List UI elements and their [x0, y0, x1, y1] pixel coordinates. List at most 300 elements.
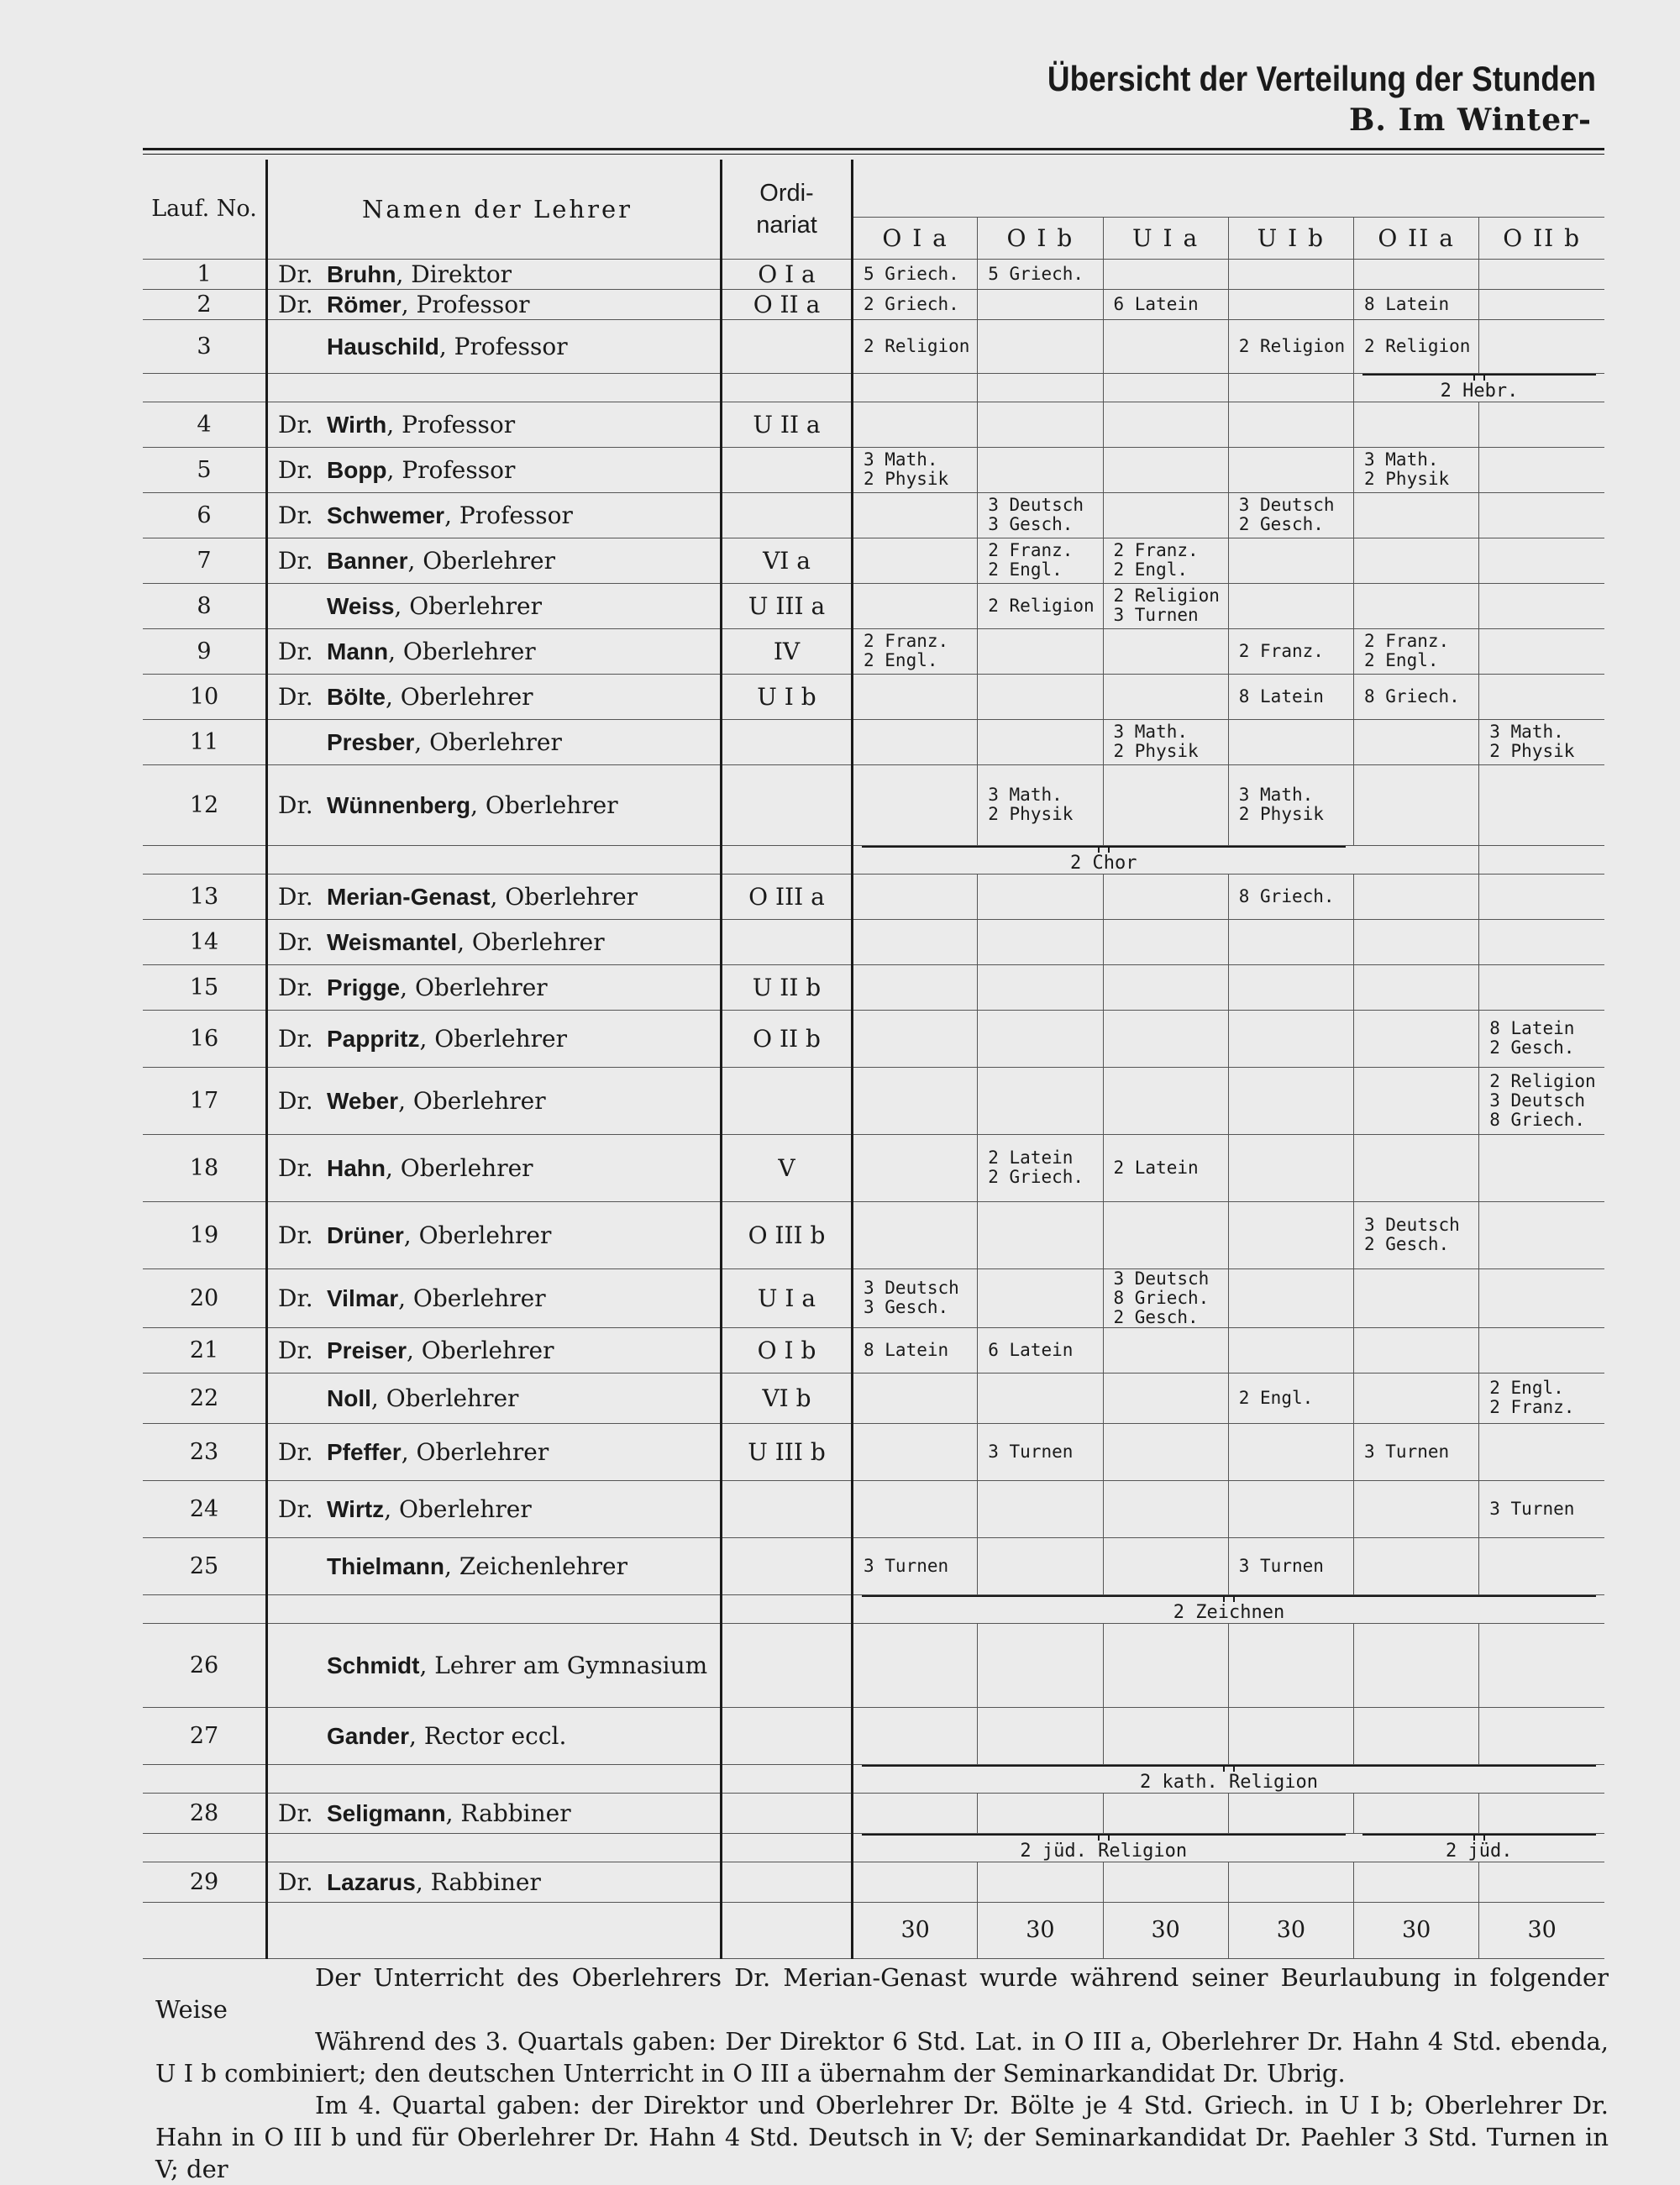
teacher-surname: Schwemer	[327, 502, 445, 528]
table-row	[143, 1862, 1604, 1902]
lesson-cell	[853, 1537, 978, 1594]
table-row	[143, 674, 1604, 719]
lesson-cell	[1354, 1793, 1479, 1833]
ordinariat: O I b	[722, 1327, 853, 1373]
teacher-name	[267, 1268, 722, 1327]
lesson-cell	[1103, 1623, 1228, 1707]
teacher-name	[267, 764, 722, 845]
blank-cell	[722, 845, 853, 874]
lesson-cell	[1228, 1793, 1353, 1833]
teacher-surname: Gander	[327, 1722, 410, 1749]
teacher-surname: Mann	[327, 638, 389, 664]
lesson-text: 3 Math. 2 Physik	[1238, 785, 1324, 824]
lesson-cell	[1354, 1373, 1479, 1423]
row-number: 25	[143, 1537, 267, 1594]
blank-cell	[722, 373, 853, 402]
teacher-name	[267, 919, 722, 964]
total-cell: 30	[1479, 1902, 1604, 1958]
combined-lesson-text: 2 jüd.	[1446, 1840, 1513, 1862]
brace-mark	[862, 846, 1346, 853]
teacher-prefix: Dr.	[278, 1024, 313, 1053]
lesson-cell	[978, 764, 1103, 845]
ordinariat: U II a	[722, 402, 853, 447]
row-number: 5	[143, 447, 267, 492]
lesson-cell	[1103, 289, 1228, 319]
table-body	[143, 259, 1604, 1902]
teacher-title: , Professor	[386, 410, 516, 439]
lesson-cell	[1479, 289, 1604, 319]
table-row	[143, 1327, 1604, 1373]
lesson-cell	[1103, 1537, 1228, 1594]
table-row	[143, 964, 1604, 1010]
teacher-surname: Thielmann	[327, 1552, 445, 1579]
lesson-cell	[1479, 1373, 1604, 1423]
teacher-title: , Rabbiner	[415, 1867, 541, 1896]
lesson-cell	[1354, 1134, 1479, 1201]
teacher-title: , Oberlehrer	[406, 1336, 554, 1364]
lesson-cell	[978, 674, 1103, 719]
lesson-text: 3 Turnen	[864, 1555, 949, 1576]
page-subtitle: B. Im Winter-	[1348, 102, 1592, 138]
lesson-text: 3 Deutsch 8 Griech. 2 Gesch.	[1113, 1268, 1210, 1327]
teacher-title: , Oberlehrer	[470, 790, 618, 819]
teacher-title: , Oberlehrer	[419, 1024, 568, 1053]
col-header-class: O I b	[978, 217, 1103, 259]
ordinariat	[722, 764, 853, 845]
lesson-cell	[1228, 1423, 1353, 1480]
lesson-cell	[978, 1480, 1103, 1537]
lesson-cell	[1228, 319, 1353, 373]
lesson-cell	[1228, 1480, 1353, 1537]
lesson-cell	[1228, 259, 1353, 289]
row-number: 24	[143, 1480, 267, 1537]
lesson-cell	[853, 1373, 978, 1423]
teacher-title: , Rector eccl.	[409, 1721, 567, 1750]
lesson-text: 3 Math. 2 Physik	[988, 785, 1074, 824]
teacher-surname: Hauschild	[327, 333, 439, 360]
col-header-class: U I b	[1228, 217, 1353, 259]
lesson-cell	[1479, 447, 1604, 492]
brace-mark	[862, 1834, 1346, 1841]
table-row	[143, 764, 1604, 845]
teacher-name	[267, 1134, 722, 1201]
lesson-cell	[1354, 719, 1479, 764]
lesson-cell	[1354, 1067, 1479, 1134]
blank-cell	[267, 845, 722, 874]
lesson-text: 3 Math. 2 Physik	[864, 449, 949, 489]
teacher-name	[267, 719, 722, 764]
lesson-cell	[978, 1201, 1103, 1268]
lesson-cell	[853, 1268, 978, 1327]
teacher-surname: Weber	[327, 1087, 399, 1114]
combined-lesson-cell	[1354, 1833, 1605, 1862]
lesson-cell	[1479, 1537, 1604, 1594]
lesson-cell	[978, 874, 1103, 919]
lesson-cell	[1479, 319, 1604, 373]
lesson-text: 3 Deutsch 2 Gesch.	[1364, 1215, 1460, 1254]
lesson-cell	[1103, 964, 1228, 1010]
teacher-title: , Oberlehrer	[401, 1437, 549, 1466]
lesson-text: 2 Franz. 2 Engl.	[864, 631, 949, 670]
lesson-cell	[1228, 919, 1353, 964]
ordinariat	[722, 492, 853, 538]
lesson-cell	[853, 538, 978, 583]
combined-lesson-row	[143, 373, 1604, 402]
lesson-cell	[1479, 492, 1604, 538]
lesson-cell	[1479, 538, 1604, 583]
lesson-cell	[1479, 583, 1604, 628]
row-number: 21	[143, 1327, 267, 1373]
lesson-cell	[1228, 1067, 1353, 1134]
lesson-cell	[978, 919, 1103, 964]
table-row	[143, 402, 1604, 447]
lesson-cell	[1354, 1010, 1479, 1067]
teacher-surname: Banner	[327, 547, 408, 574]
ordinariat	[722, 719, 853, 764]
col-header-class: U I a	[1103, 217, 1228, 259]
lesson-cell	[1354, 583, 1479, 628]
lesson-cell	[1228, 1862, 1353, 1902]
teacher-name	[267, 1793, 722, 1833]
lesson-cell	[1354, 1480, 1479, 1537]
lesson-cell	[978, 289, 1103, 319]
table-row	[143, 447, 1604, 492]
lesson-cell	[1354, 674, 1479, 719]
lesson-cell	[1103, 719, 1228, 764]
lesson-cell	[1479, 919, 1604, 964]
combined-lesson-text: 2 kath. Religion	[1140, 1771, 1318, 1793]
teacher-name	[267, 447, 722, 492]
row-number: 28	[143, 1793, 267, 1833]
teacher-prefix: Dr.	[278, 1867, 313, 1896]
teacher-prefix: Dr.	[278, 1221, 313, 1249]
lesson-text: 2 Religion	[864, 335, 970, 356]
teacher-surname: Lazarus	[327, 1868, 416, 1895]
lesson-text: 2 Franz.	[1238, 640, 1324, 661]
lesson-cell	[1479, 1134, 1604, 1201]
row-number: 27	[143, 1707, 267, 1764]
teacher-prefix: Dr.	[278, 1336, 313, 1364]
brace-mark	[862, 1595, 1596, 1602]
teacher-title: , Rabbiner	[445, 1799, 571, 1827]
lesson-cell	[978, 447, 1103, 492]
table-row	[143, 259, 1604, 289]
teacher-title: , Oberlehrer	[407, 546, 556, 575]
teacher-name	[267, 674, 722, 719]
teacher-prefix: Dr.	[278, 1153, 313, 1182]
teacher-name	[267, 289, 722, 319]
blank-cell	[143, 845, 267, 874]
lesson-cell	[1354, 538, 1479, 583]
table-row	[143, 1010, 1604, 1067]
lesson-cell	[1354, 1423, 1479, 1480]
lesson-cell	[1479, 1201, 1604, 1268]
lesson-cell	[1479, 402, 1604, 447]
lesson-text: 3 Deutsch 2 Gesch.	[1238, 495, 1335, 534]
lesson-cell	[853, 1862, 978, 1902]
teacher-prefix: Dr.	[278, 1284, 313, 1312]
lesson-cell	[1354, 447, 1479, 492]
col-header-class: O I a	[853, 217, 978, 259]
footnote	[155, 1962, 1609, 2185]
lesson-cell	[978, 1373, 1103, 1423]
combined-lesson-text: 2 Chor	[1070, 852, 1137, 874]
teacher-name	[267, 1623, 722, 1707]
teacher-name	[267, 492, 722, 538]
lesson-cell	[1479, 1067, 1604, 1134]
lesson-cell	[1228, 402, 1353, 447]
lesson-cell	[1103, 1793, 1228, 1833]
schedule-table	[143, 160, 1604, 1959]
blank-cell	[267, 1764, 722, 1793]
lesson-cell	[1354, 919, 1479, 964]
lesson-cell	[1354, 964, 1479, 1010]
teacher-title: , Oberlehrer	[457, 927, 605, 956]
teacher-title: , Oberlehrer	[414, 727, 562, 756]
lesson-text: 2 Engl. 2 Franz.	[1489, 1378, 1575, 1417]
lesson-cell	[1479, 1423, 1604, 1480]
row-number: 3	[143, 319, 267, 373]
lesson-cell	[1479, 1010, 1604, 1067]
row-number: 11	[143, 719, 267, 764]
table-row	[143, 719, 1604, 764]
teacher-title: , Oberlehrer	[403, 1221, 552, 1249]
ordinariat	[722, 1067, 853, 1134]
teacher-prefix: Dr.	[278, 790, 313, 819]
lesson-cell	[853, 259, 978, 289]
lesson-text: 2 Latein	[1113, 1157, 1199, 1178]
row-number: 13	[143, 874, 267, 919]
lesson-cell	[1479, 259, 1604, 289]
lesson-cell	[978, 719, 1103, 764]
teacher-title: , Oberlehrer	[394, 591, 542, 620]
lesson-cell	[1479, 1793, 1604, 1833]
lesson-cell	[1354, 289, 1479, 319]
teacher-surname: Weismantel	[327, 928, 458, 955]
lesson-cell	[978, 1327, 1103, 1373]
teacher-surname: Schmidt	[327, 1652, 420, 1678]
lesson-cell	[978, 1623, 1103, 1707]
ordinariat	[722, 1480, 853, 1537]
ordinariat: IV	[722, 628, 853, 674]
blank-cell	[267, 1594, 722, 1623]
lesson-cell	[978, 1862, 1103, 1902]
lesson-cell	[1228, 1268, 1353, 1327]
lesson-cell	[1354, 628, 1479, 674]
lesson-cell	[1103, 1201, 1228, 1268]
lesson-cell	[1103, 628, 1228, 674]
lesson-cell	[1103, 583, 1228, 628]
teacher-name	[267, 1423, 722, 1480]
row-number: 20	[143, 1268, 267, 1327]
combined-lesson-row	[143, 1764, 1604, 1793]
table-row	[143, 1067, 1604, 1134]
teacher-title: , Zeichenlehrer	[444, 1552, 628, 1580]
table-row	[143, 1134, 1604, 1201]
row-number: 15	[143, 964, 267, 1010]
table-row	[143, 1793, 1604, 1833]
lesson-cell	[978, 1793, 1103, 1833]
teacher-surname: Bölte	[327, 683, 386, 710]
lesson-text: 2 Latein 2 Griech.	[988, 1148, 1084, 1187]
lesson-cell	[1354, 1327, 1479, 1373]
brace-mark	[1362, 374, 1596, 381]
teacher-prefix: Dr.	[278, 973, 313, 1001]
teacher-title: , Professor	[386, 455, 516, 484]
teacher-title: , Oberlehrer	[386, 1153, 533, 1182]
teacher-surname: Presber	[327, 728, 415, 755]
lesson-cell	[1103, 538, 1228, 583]
row-number: 7	[143, 538, 267, 583]
teacher-surname: Bruhn	[327, 260, 396, 287]
lesson-cell	[1228, 1010, 1353, 1067]
footnote-paragraph: Im 4. Quartal gaben: der Direktor und Oberlehrer Dr. Bölte je 4 Std. Griech. in U I b; Oberlehrer Dr. Hahn in O III b und für Oberlehrer Dr. Hahn 4 Std. Deutsch in V; der Seminarkandidat Dr. Paehler 3 Std. Turnen in V; der	[155, 2091, 1609, 2183]
teacher-prefix: Dr.	[278, 455, 313, 484]
row-number: 9	[143, 628, 267, 674]
ordinariat	[722, 1862, 853, 1902]
table-row	[143, 1707, 1604, 1764]
total-cell: 30	[1354, 1902, 1479, 1958]
combined-lesson-row	[143, 1594, 1604, 1623]
lesson-cell	[1228, 1201, 1353, 1268]
lesson-cell	[978, 628, 1103, 674]
table-row	[143, 289, 1604, 319]
lesson-cell	[853, 874, 978, 919]
teacher-surname: Wirtz	[327, 1495, 385, 1522]
row-number: 14	[143, 919, 267, 964]
teacher-prefix: Dr.	[278, 637, 313, 665]
teacher-name	[267, 1707, 722, 1764]
lesson-cell	[1354, 319, 1479, 373]
teacher-prefix: Dr.	[278, 1799, 313, 1827]
lesson-cell	[978, 259, 1103, 289]
ordinariat: U II b	[722, 964, 853, 1010]
lesson-text: 3 Deutsch 3 Gesch.	[864, 1278, 959, 1317]
lesson-cell	[853, 492, 978, 538]
lesson-cell	[1228, 874, 1353, 919]
row-number: 1	[143, 259, 267, 289]
ordinariat: O II a	[722, 289, 853, 319]
lesson-cell	[1354, 1268, 1479, 1327]
teacher-prefix: Dr.	[278, 1086, 313, 1115]
lesson-cell	[853, 719, 978, 764]
lesson-cell	[1103, 1327, 1228, 1373]
row-number: 16	[143, 1010, 267, 1067]
lesson-text: 3 Turnen	[988, 1441, 1074, 1462]
lesson-cell	[853, 402, 978, 447]
row-number: 2	[143, 289, 267, 319]
teacher-title: , Oberlehrer	[398, 1284, 546, 1312]
teacher-prefix: Dr.	[278, 501, 313, 529]
classes-header-blank	[853, 160, 1605, 217]
teacher-title: , Oberlehrer	[388, 637, 536, 665]
ordinariat	[722, 1623, 853, 1707]
top-rule	[143, 148, 1604, 150]
teacher-name	[267, 628, 722, 674]
lesson-text: 8 Latein	[1364, 293, 1450, 314]
lesson-text: 2 Griech.	[864, 293, 959, 314]
lesson-text: 2 Religion	[988, 595, 1095, 616]
teacher-prefix: Dr.	[278, 927, 313, 956]
lesson-cell	[1354, 1623, 1479, 1707]
teacher-surname: Weiss	[327, 592, 395, 619]
row-number: 22	[143, 1373, 267, 1423]
teacher-surname: Wünnenberg	[327, 791, 471, 818]
blank-cell	[1228, 373, 1353, 402]
lesson-cell	[978, 1010, 1103, 1067]
lesson-cell	[853, 1623, 978, 1707]
teacher-prefix: Dr.	[278, 1494, 313, 1523]
lesson-cell	[853, 447, 978, 492]
lesson-cell	[1479, 674, 1604, 719]
blank-cell	[722, 1833, 853, 1862]
teacher-surname: Seligmann	[327, 1799, 446, 1826]
row-number: 18	[143, 1134, 267, 1201]
blank-cell	[1479, 845, 1604, 874]
lesson-cell	[1103, 1067, 1228, 1134]
lesson-text: 3 Turnen	[1364, 1441, 1450, 1462]
teacher-name	[267, 874, 722, 919]
teacher-name	[267, 402, 722, 447]
lesson-cell	[1103, 259, 1228, 289]
teacher-surname: Bopp	[327, 456, 387, 483]
lesson-text: 2 Religion	[1364, 335, 1471, 356]
ordinariat: U III b	[722, 1423, 853, 1480]
lesson-cell	[1354, 1707, 1479, 1764]
footnote-paragraph: Der Unterricht des Oberlehrers Dr. Merian-Genast wurde während seiner Beurlaubung in folgender Weise	[155, 1963, 1609, 2024]
lesson-cell	[978, 402, 1103, 447]
blank-cell	[722, 1764, 853, 1793]
table-row	[143, 583, 1604, 628]
table-row	[143, 319, 1604, 373]
lesson-cell	[1103, 1480, 1228, 1537]
lesson-cell	[978, 1423, 1103, 1480]
teacher-title: , Oberlehrer	[400, 973, 548, 1001]
teacher-prefix: Dr.	[278, 882, 313, 911]
lesson-cell	[1479, 1707, 1604, 1764]
lesson-cell	[1103, 1862, 1228, 1902]
teacher-surname: Prigge	[327, 974, 401, 1001]
lesson-cell	[853, 764, 978, 845]
teacher-name	[267, 964, 722, 1010]
lesson-text: 3 Math. 2 Physik	[1364, 449, 1450, 489]
teacher-surname: Hahn	[327, 1154, 386, 1181]
lesson-text: 8 Latein 2 Gesch.	[1489, 1018, 1575, 1058]
lesson-text: 3 Math. 2 Physik	[1489, 722, 1575, 761]
table-header-row	[143, 160, 1604, 217]
lesson-text: 3 Turnen	[1489, 1498, 1575, 1519]
lesson-cell	[1228, 674, 1353, 719]
teacher-prefix: Dr.	[278, 290, 313, 318]
totals-ord-blank	[722, 1902, 853, 1958]
combined-lesson-cell	[853, 1764, 1605, 1793]
lesson-cell	[1479, 764, 1604, 845]
lesson-cell	[978, 538, 1103, 583]
table-row	[143, 538, 1604, 583]
lesson-cell	[853, 1327, 978, 1373]
blank-cell	[143, 373, 267, 402]
blank-cell	[1354, 845, 1479, 874]
lesson-cell	[978, 964, 1103, 1010]
totals-row	[143, 1902, 1604, 1958]
lesson-cell	[1228, 764, 1353, 845]
ordinariat: U III a	[722, 583, 853, 628]
combined-lesson-cell	[853, 1833, 1354, 1862]
lesson-text: 2 Religion 3 Deutsch 8 Griech.	[1489, 1070, 1596, 1130]
lesson-cell	[978, 1134, 1103, 1201]
combined-lesson-text: 2 jüd. Religion	[1020, 1840, 1188, 1862]
row-number: 6	[143, 492, 267, 538]
